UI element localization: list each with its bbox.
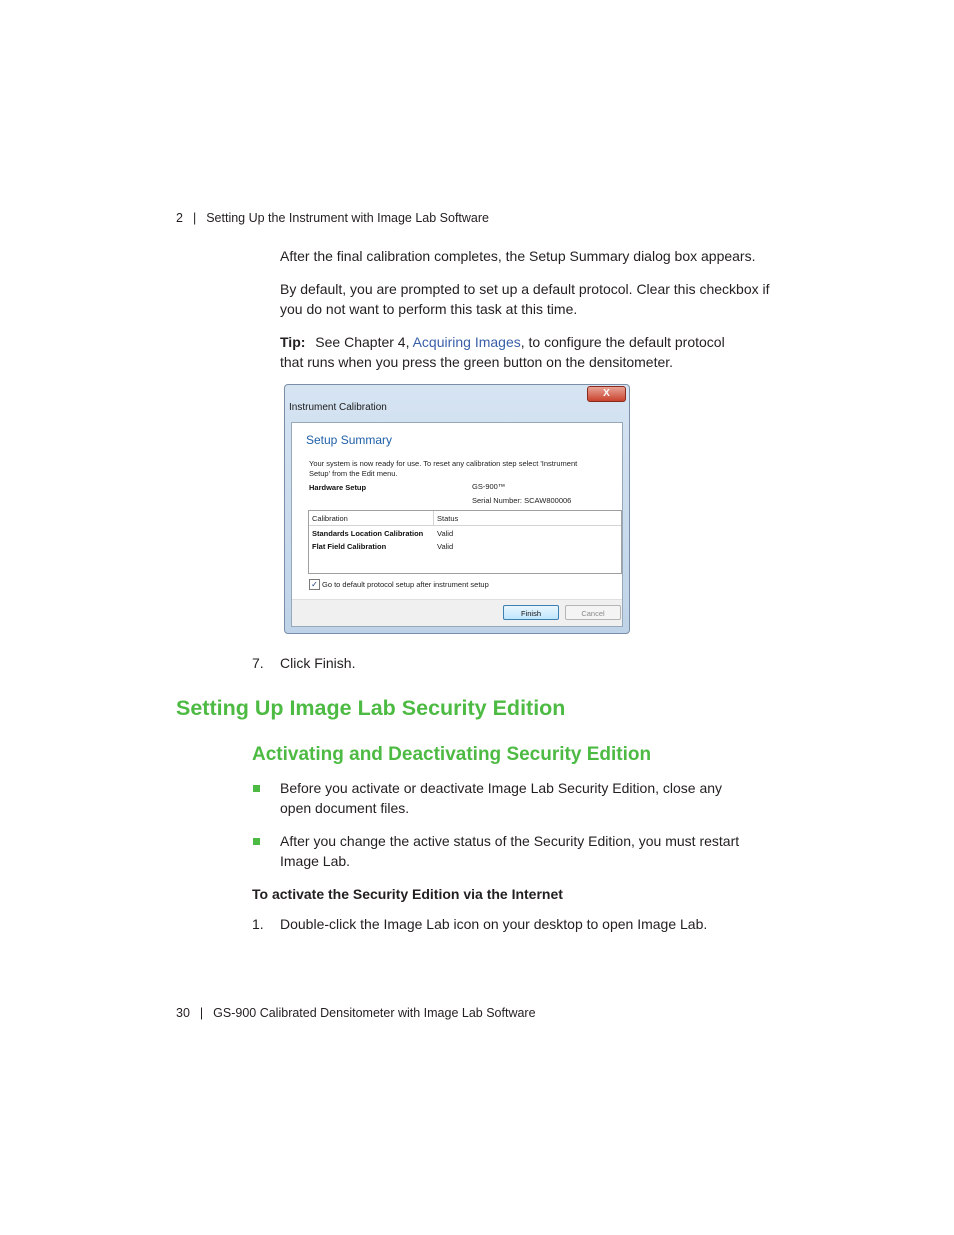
- bullet-marker: [253, 838, 260, 845]
- dialog-title: Instrument Calibration: [289, 402, 387, 413]
- hardware-model: GS-900™: [472, 482, 506, 491]
- header-title: Setting Up the Instrument with Image Lab Software: [206, 211, 489, 225]
- cancel-button[interactable]: Cancel: [565, 605, 621, 620]
- intro-paragraph-2-line-1: By default, you are prompted to set up a default protocol. Clear this checkbox if: [280, 281, 770, 297]
- bullet-item-1-line-2: open document files.: [280, 800, 410, 816]
- subsection-title: Activating and Deactivating Security Edition: [252, 744, 652, 765]
- tip-block: [280, 332, 725, 372]
- header-chapter: 2: [176, 211, 183, 225]
- table-row-status: Valid: [437, 542, 454, 551]
- acquiring-images-link[interactable]: Acquiring Images: [412, 334, 521, 350]
- footer-page-number: 30: [176, 1006, 190, 1020]
- bullet-item-2: [280, 831, 739, 871]
- intro-paragraph-2-line-2: you do not want to perform this task at this time.: [280, 301, 578, 317]
- intro-paragraph-2: [280, 279, 770, 319]
- footer-title: GS-900 Calibrated Densitometer with Image Lab Software: [213, 1006, 536, 1020]
- step-1-number: 1.: [252, 916, 264, 932]
- table-row-name: Standards Location Calibration: [312, 529, 424, 538]
- column-divider: [433, 511, 434, 525]
- tip-text-pre: See Chapter 4,: [315, 334, 413, 350]
- setup-summary-heading: Setup Summary: [306, 433, 393, 447]
- bullet-item-2-line-1: After you change the active status of the Security Edition, you must restart: [280, 833, 740, 849]
- instrument-calibration-dialog: [284, 384, 630, 634]
- column-header-status[interactable]: Status: [437, 514, 459, 523]
- step-7-text: Click Finish.: [280, 655, 356, 671]
- procedure-title: To activate the Security Edition via the Internet: [252, 886, 563, 902]
- setup-message: [309, 459, 609, 479]
- dialog-body: [291, 422, 623, 627]
- serial-number: Serial Number: SCAW800006: [472, 496, 572, 505]
- table-row-status: Valid: [437, 529, 454, 538]
- running-footer: [176, 1006, 536, 1020]
- bullet-item-1-line-1: Before you activate or deactivate Image Lab Security Edition, close any: [280, 780, 723, 796]
- table-row-name: Flat Field Calibration: [312, 542, 387, 551]
- footer-separator: |: [199, 1006, 204, 1020]
- close-icon[interactable]: X: [587, 386, 626, 402]
- bullet-item-2-line-2: Image Lab.: [280, 853, 351, 869]
- step-7-number: 7.: [252, 655, 264, 671]
- default-protocol-checkbox-label[interactable]: Go to default protocol setup after instrument setup: [322, 580, 489, 589]
- step-1-text: Double-click the Image Lab icon on your desktop to open Image Lab.: [280, 916, 708, 932]
- dialog-button-bar: [292, 599, 622, 626]
- finish-button[interactable]: Finish: [503, 605, 559, 620]
- calibration-table: [308, 510, 622, 574]
- setup-message-line-1: Your system is now ready for use. To reset any calibration step select 'Instrument: [309, 459, 578, 468]
- calibration-table-header: [309, 511, 621, 526]
- bullet-item-1: [280, 778, 722, 818]
- intro-paragraph-1: After the final calibration completes, the Setup Summary dialog box appears.: [280, 248, 756, 264]
- default-protocol-checkbox[interactable]: ✓: [309, 579, 320, 590]
- header-separator: |: [192, 211, 197, 225]
- hardware-setup-label: Hardware Setup: [309, 483, 367, 492]
- column-header-calibration[interactable]: Calibration: [312, 514, 348, 523]
- tip-label: Tip:: [280, 334, 306, 350]
- section-title: Setting Up Image Lab Security Edition: [176, 696, 566, 720]
- tip-line-2: that runs when you press the green button on the densitometer.: [280, 354, 674, 370]
- running-header: [176, 211, 489, 225]
- bullet-marker: [253, 785, 260, 792]
- tip-text-post: , to configure the default protocol: [520, 334, 725, 350]
- setup-message-line-2: Setup' from the Edit menu.: [309, 469, 398, 478]
